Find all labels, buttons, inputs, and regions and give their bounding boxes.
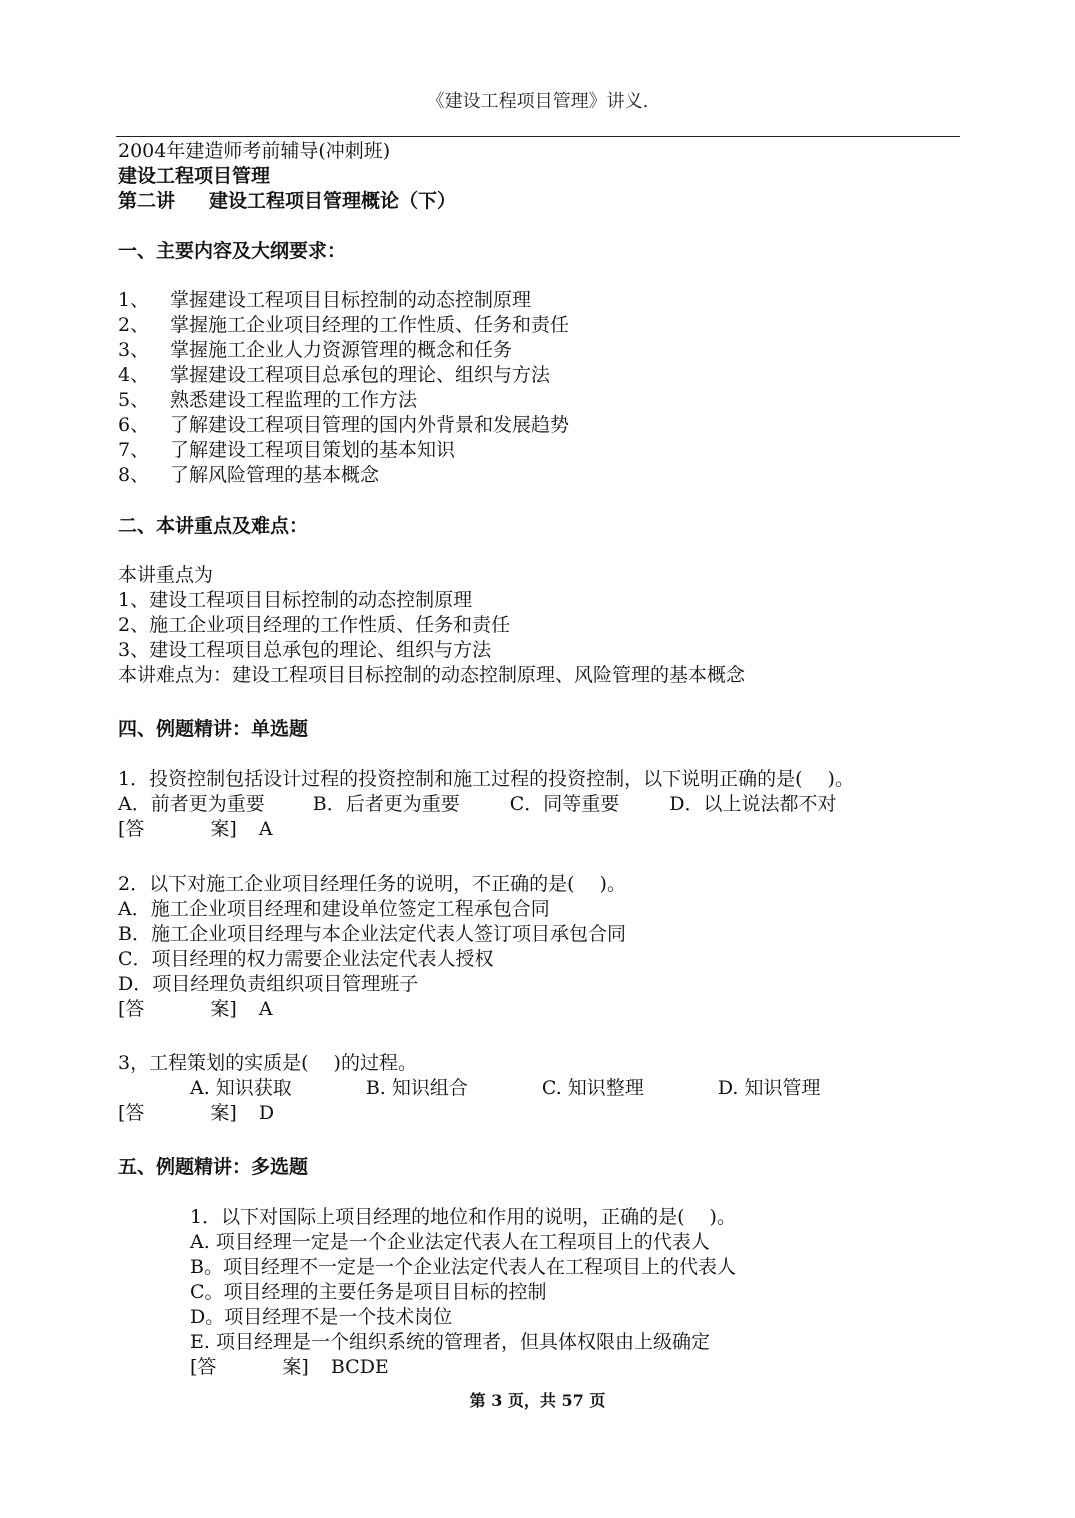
- answer-line: [118, 817, 273, 842]
- option-d: D．以上说法都不对: [669, 793, 837, 815]
- answer-label-start: [答: [118, 998, 145, 1020]
- lecture-name: 建设工程项目管理概论（下）: [209, 190, 457, 212]
- option-a: A. 知识获取: [190, 1077, 292, 1099]
- option-b: B. 知识组合: [365, 1077, 468, 1099]
- question-option: B。项目经理不一定是一个企业法定代表人在工程项目上的代表人: [190, 1256, 736, 1278]
- list-item-text: 熟悉建设工程监理的工作方法: [170, 389, 418, 411]
- option-c: C．同等重要: [509, 793, 620, 815]
- lecture-title: [118, 189, 456, 214]
- lecture-number: 第二讲: [118, 190, 176, 212]
- list-item: [118, 363, 550, 388]
- list-item-number: 5、: [118, 389, 150, 411]
- list-item-number: 4、: [118, 364, 150, 386]
- answer-label-end: 案]: [210, 998, 237, 1020]
- answer-value: A: [258, 998, 273, 1020]
- key-point: 2、施工企业项目经理的工作性质、任务和责任: [118, 614, 511, 636]
- question-option: E. 项目经理是一个组织系统的管理者，但具体权限由上级确定: [190, 1331, 710, 1353]
- list-item-text: 掌握施工企业人力资源管理的概念和任务: [170, 339, 513, 361]
- answer-line: [190, 1355, 389, 1380]
- list-item: [118, 388, 417, 413]
- key-points-intro: 本讲重点为: [118, 564, 214, 586]
- answer-label-start: [答: [118, 1102, 145, 1124]
- list-item: [118, 288, 531, 313]
- question-option: A. 项目经理一定是一个企业法定代表人在工程项目上的代表人: [190, 1231, 710, 1253]
- list-item: [118, 463, 379, 488]
- list-item-text: 了解建设工程项目管理的国内外背景和发展趋势: [170, 414, 570, 436]
- list-item-number: 1、: [118, 289, 150, 311]
- list-item: [118, 413, 569, 438]
- question-option: B．施工企业项目经理与本企业法定代表人签订项目承包合同: [118, 923, 626, 945]
- question-stem: 2．以下对施工企业项目经理任务的说明，不正确的是( )。: [118, 873, 626, 895]
- answer-label-start: [答: [190, 1356, 217, 1378]
- list-item-text: 掌握建设工程项目目标控制的动态控制原理: [170, 289, 532, 311]
- question-option: C．项目经理的权力需要企业法定代表人授权: [118, 948, 494, 970]
- list-item: [118, 338, 512, 363]
- list-item-text: 了解风险管理的基本概念: [170, 464, 380, 486]
- header-rule: [116, 136, 960, 137]
- option-c: C. 知识整理: [541, 1077, 644, 1099]
- question-options: [190, 1076, 820, 1101]
- question-stem: 1．以下对国际上项目经理的地位和作用的说明，正确的是( )。: [190, 1206, 736, 1228]
- list-item-number: 7、: [118, 439, 150, 461]
- key-point: 3、建设工程项目总承包的理论、组织与方法: [118, 639, 492, 661]
- section4-heading: 四、例题精讲：单选题: [118, 718, 309, 740]
- list-item: [118, 313, 569, 338]
- list-item-number: 8、: [118, 464, 150, 486]
- list-item-number: 2、: [118, 314, 150, 336]
- list-item: [118, 438, 455, 463]
- question-option: C。项目经理的主要任务是项目目标的控制: [190, 1281, 547, 1303]
- difficulty-text: 本讲难点为：建设工程项目目标控制的动态控制原理、风险管理的基本概念: [118, 664, 746, 686]
- list-item-number: 6、: [118, 414, 150, 436]
- option-d: D. 知识管理: [717, 1077, 821, 1099]
- key-point: 1、建设工程项目目标控制的动态控制原理: [118, 589, 473, 611]
- question-stem: 1．投资控制包括设计过程的投资控制和施工过程的投资控制，以下说明正确的是( )。: [118, 768, 854, 790]
- list-item-text: 了解建设工程项目策划的基本知识: [170, 439, 456, 461]
- answer-label-start: [答: [118, 818, 145, 840]
- question-option: D。项目经理不是一个技术岗位: [190, 1306, 453, 1328]
- answer-label-end: 案]: [282, 1356, 309, 1378]
- question-option: A．施工企业项目经理和建设单位签定工程承包合同: [118, 898, 550, 920]
- answer-value: D: [258, 1102, 275, 1124]
- answer-value: A: [258, 818, 273, 840]
- list-item-number: 3、: [118, 339, 150, 361]
- answer-label-end: 案]: [210, 818, 237, 840]
- list-item-text: 掌握建设工程项目总承包的理论、组织与方法: [170, 364, 551, 386]
- title-line-2: 建设工程项目管理: [118, 165, 271, 187]
- section2-heading: 二、本讲重点及难点：: [118, 515, 309, 537]
- section5-heading: 五、例题精讲：多选题: [118, 1156, 309, 1178]
- answer-line: [118, 997, 273, 1022]
- page-number-footer: 第 3 页，共 57 页: [469, 1391, 606, 1410]
- question-option: D．项目经理负责组织项目管理班子: [118, 973, 419, 995]
- title-line-1: 2004年建造师考前辅导(冲刺班): [118, 140, 391, 162]
- answer-label-end: 案]: [210, 1102, 237, 1124]
- question-stem: 3，工程策划的实质是( )的过程。: [118, 1052, 417, 1074]
- answer-value: BCDE: [330, 1356, 389, 1378]
- question-options: [118, 792, 836, 817]
- option-a: A．前者更为重要: [118, 793, 265, 815]
- page-header: 《建设工程项目管理》讲义.: [426, 91, 649, 112]
- list-item-text: 掌握施工企业项目经理的工作性质、任务和责任: [170, 314, 570, 336]
- answer-line: [118, 1101, 274, 1126]
- section1-heading: 一、主要内容及大纲要求：: [118, 240, 347, 262]
- option-b: B．后者更为重要: [312, 793, 460, 815]
